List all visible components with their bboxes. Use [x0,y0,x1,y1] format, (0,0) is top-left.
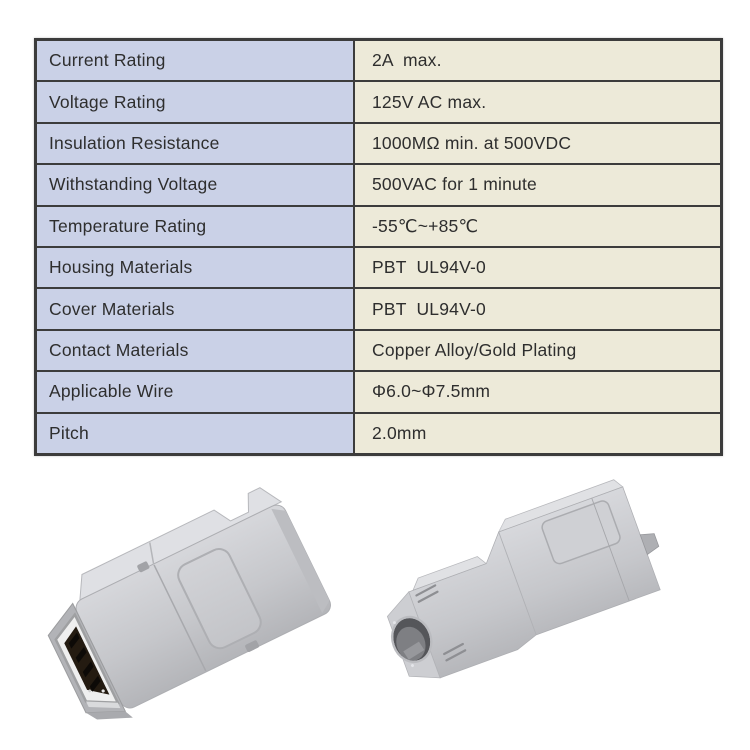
table-row [37,329,720,370]
spec-value: Copper Alloy/Gold Plating [355,331,720,370]
table-row [37,41,720,80]
spec-value: Φ6.0~Φ7.5mm [355,372,720,411]
spec-value: 2A max. [355,41,720,80]
spec-label: Temperature Rating [37,207,355,246]
table-row [37,287,720,328]
spec-label: Withstanding Voltage [37,165,355,204]
spec-value: 125V AC max. [355,82,720,121]
connector-rear-view-image [380,470,710,732]
table-row [37,412,720,453]
spec-label: Applicable Wire [37,372,355,411]
spec-label: Current Rating [37,41,355,80]
spec-value: PBT UL94V-0 [355,248,720,287]
table-row [37,246,720,287]
spec-label: Contact Materials [37,331,355,370]
table-row [37,80,720,121]
spec-label: Voltage Rating [37,82,355,121]
connector-housing [44,482,338,735]
spec-value: PBT UL94V-0 [355,289,720,328]
table-row [37,205,720,246]
spec-value: 500VAC for 1 minute [355,165,720,204]
spec-value: -55℃~+85℃ [355,207,720,246]
connector-front-view-image [44,479,354,745]
spec-label: Pitch [37,414,355,453]
spec-value: 2.0mm [355,414,720,453]
table-row [37,370,720,411]
table-row [37,122,720,163]
spec-label: Cover Materials [37,289,355,328]
table-row [37,163,720,204]
connector-rear-photo [380,470,710,732]
spec-label: Insulation Resistance [37,124,355,163]
connector-housing [380,473,675,689]
connector-front-photo [44,479,354,745]
spec-label: Housing Materials [37,248,355,287]
spec-value: 1000MΩ min. at 500VDC [355,124,720,163]
spec-table [34,38,723,456]
